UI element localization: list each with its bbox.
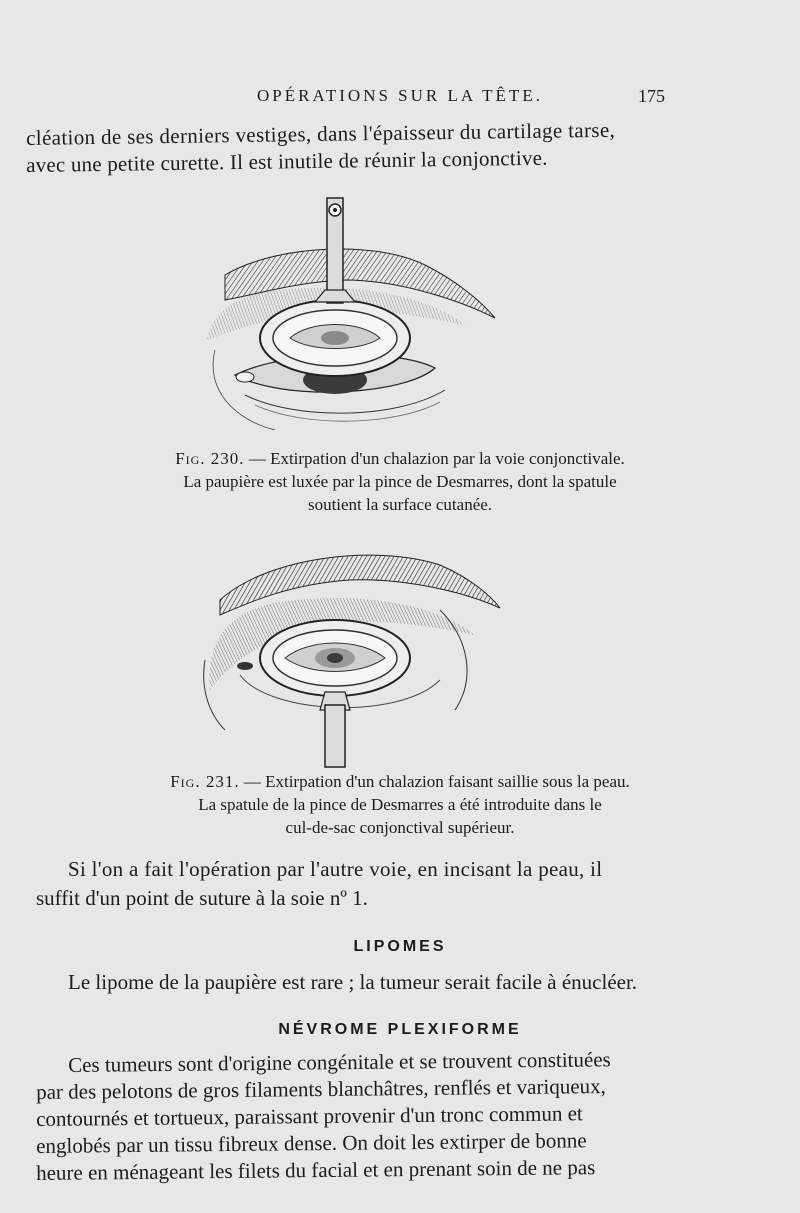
running-title: OPÉRATIONS SUR LA TÊTE. [257,86,543,105]
text-line: Ces tumeurs sont d'origine congénitale et se trouvent constituées [68,1047,611,1077]
caption-line: soutient la surface cutanée. [307,495,493,514]
caption-line: — Extirpation d'un chalazion faisant saillie sous la peau. [243,772,630,791]
caption-line: cul-de-sac conjonctival supérieur. [285,818,515,837]
text-line: cléation de ses derniers vestiges, dans l'épaisseur du cartilage tarse, [26,117,616,150]
text-line: heure en ménageant les filets du facial et en prenant soin de ne pas [36,1155,596,1185]
caption-line: La paupière est luxée par la pince de Desmarres, dont la spatule [183,472,617,491]
figure-231-caption [0,770,800,839]
text-line: Le lipome de la paupière est rare ; la tumeur serait facile à énucléer. [68,970,638,994]
section-title-nevrome: NÉVROME PLEXIFORME [278,1021,522,1038]
figure-230-caption [0,447,800,516]
figure-231-illustration [200,540,510,770]
figure-230-illustration [195,190,505,430]
figure-label: Fig. 231. [170,772,240,791]
page-number: 175 [638,86,665,106]
text-line: Si l'on a fait l'opération par l'autre voie, en incisant la peau, il [68,857,603,881]
text-line: par des pelotons de gros filaments blanchâtres, renflés et variqueux, [36,1074,606,1104]
text-line: englobés par un tissu fibreux dense. On doit les extirper de bonne [36,1128,587,1158]
text-line: suffit d'un point de suture à la soie nº 1. [36,886,368,910]
text-line: avec une petite curette. Il est inutile de réunir la conjonctive. [26,145,548,177]
text-line: contournés et tortueux, paraissant provenir d'un tronc commun et [36,1101,583,1131]
figure-label: Fig. 230. [175,449,245,468]
section-title-lipomes: LIPOMES [353,938,447,955]
caption-line: La spatule de la pince de Desmarres a été introduite dans le [198,795,602,814]
caption-line: — Extirpation d'un chalazion par la voie conjonctivale. [248,449,625,468]
